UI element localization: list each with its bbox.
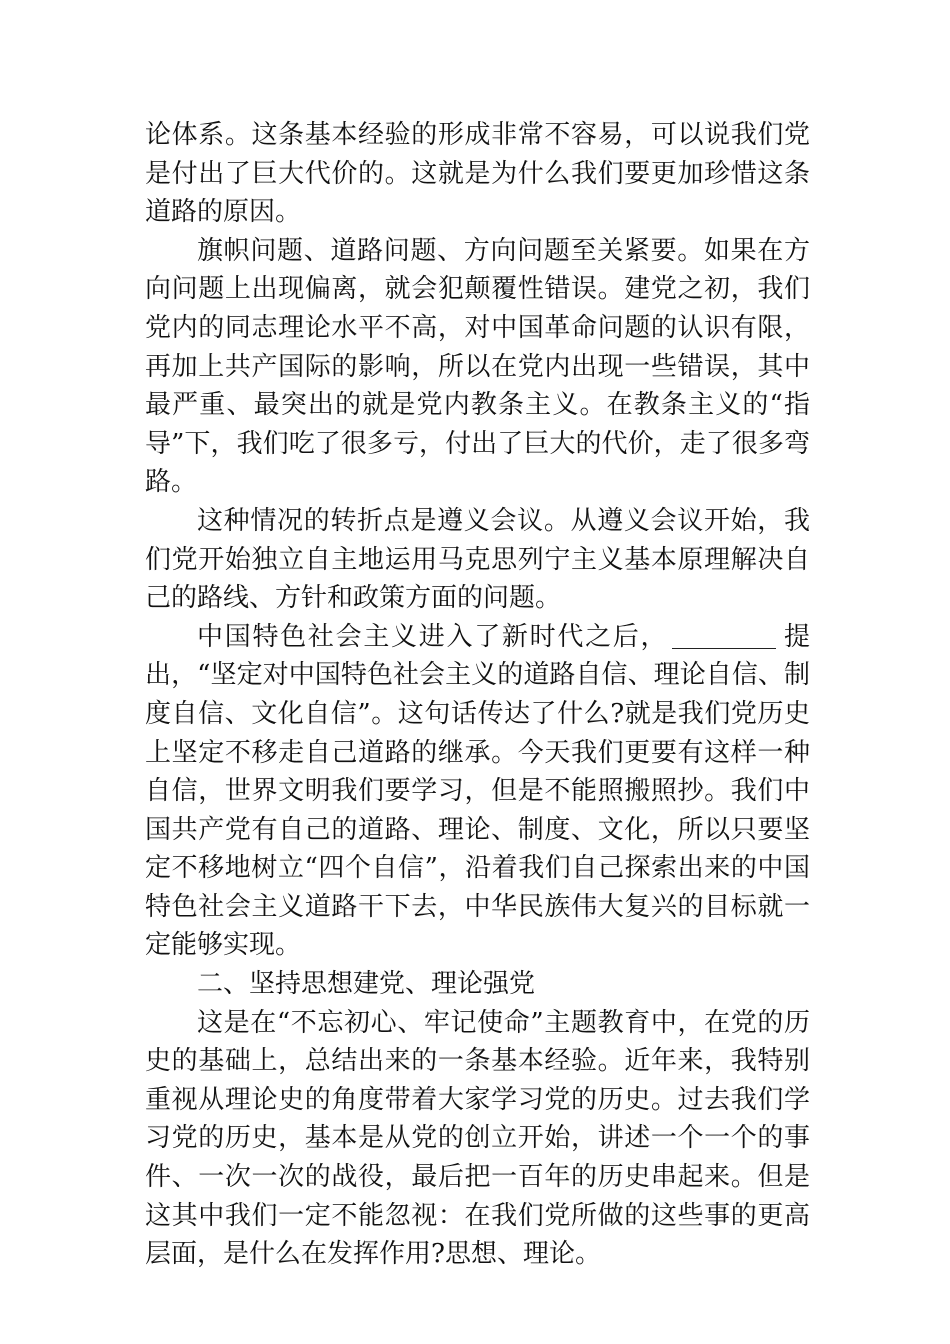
paragraph-zunyi-meeting: 这种情况的转折点是遵义会议。从遵义会议开始，我们党开始独立自主地运用马克思列宁主义基本原理解决自己的路线、方针和政策方面的问题。 [145, 505, 810, 614]
paragraph-four-confidences-lead: 中国特色社会主义进入了新时代之后， [197, 621, 669, 652]
fill-in-blank [672, 622, 776, 649]
paragraph-four-confidences [145, 618, 810, 965]
paragraph-four-confidences-rest: 提出，“坚定对中国特色社会主义的道路自信、理论自信、制度自信、文化自信”。这句话传达了什么?就是我们党历史上坚定不移走自己道路的继承。今天我们更要有这样一种自信，世界文明我们要学习，但是不能照搬照抄。我们中国共产党有自己的道路、理论、制度、文化，所以只要坚定不移地树立“四个自信”，沿着我们自己探索出来的中国特色社会主义道路干下去，中华民族伟大复兴的目标就一定能够实现。 [145, 621, 810, 961]
document-page [145, 116, 810, 1274]
section-heading-two: 二、坚持思想建党、理论强党 [197, 969, 536, 1000]
paragraph-continuation: 论体系。这条基本经验的形成非常不容易，可以说我们党是付出了巨大代价的。这就是为什么我们要更加珍惜这条道路的原因。 [145, 120, 810, 228]
paragraph-banner-road-direction: 旗帜问题、道路问题、方向问题至关紧要。如果在方向问题上出现偏离，就会犯颠覆性错误。建党之初，我们党内的同志理论水平不高，对中国革命问题的认识有限，再加上共产国际的影响，所以在党内出现一些错误，其中最严重、最突出的就是党内教条主义。在教条主义的“指导”下，我们吃了很多亏，付出了巨大的代价，走了很多弯路。 [145, 235, 810, 498]
paragraph-theory-history: 这是在“不忘初心、牢记使命”主题教育中，在党的历史的基础上，总结出来的一条基本经验。近年来，我特别重视从理论史的角度带着大家学习党的历史。过去我们学习党的历史，基本是从党的创立开始，讲述一个一个的事件、一次一次的战役，最后把一百年的历史串起来。但是这其中我们一定不能忽视：在我们党所做的这些事的更高层面，是什么在发挥作用?思想、理论。 [145, 1007, 810, 1270]
